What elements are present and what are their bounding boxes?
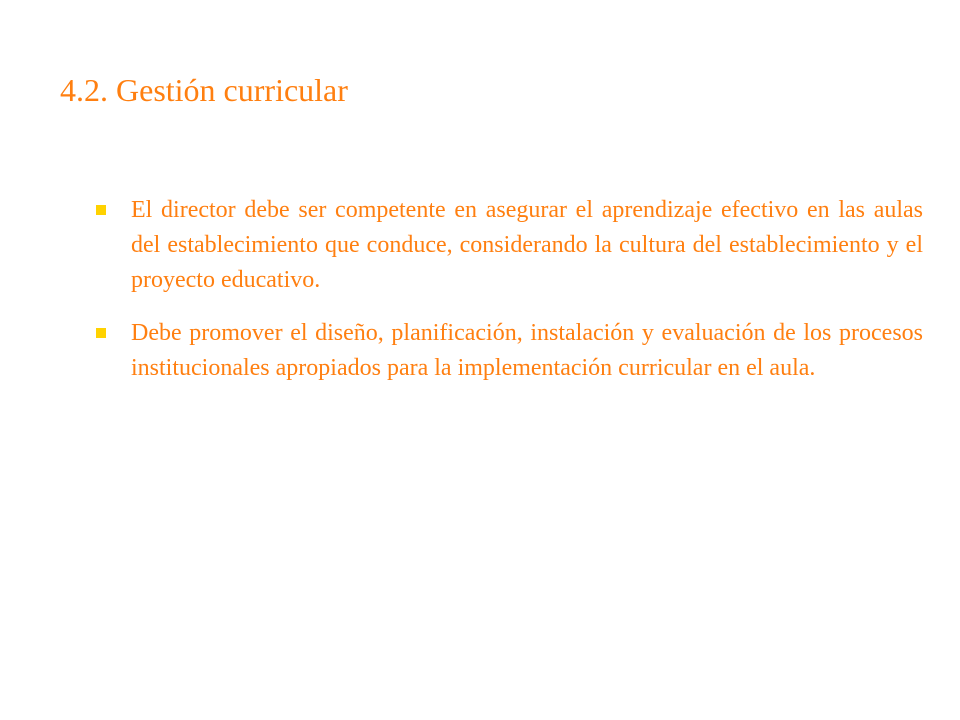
slide-title: 4.2. Gestión curricular [60, 72, 348, 108]
bullet-text: Debe promover el diseño, planificación, instalación y evaluación de los procesos institucionales apropiados para la implementación curricular en el aula. [131, 320, 923, 381]
square-bullet-icon [96, 205, 106, 215]
bullet-item [96, 316, 923, 386]
bullet-list [96, 193, 923, 404]
bullet-item [96, 193, 923, 298]
bullet-text: El director debe ser competente en asegurar el aprendizaje efectivo en las aulas del establecimiento que conduce, considerando la cultura del establecimiento y el proyecto educativo. [131, 197, 923, 293]
square-bullet-icon [96, 328, 106, 338]
